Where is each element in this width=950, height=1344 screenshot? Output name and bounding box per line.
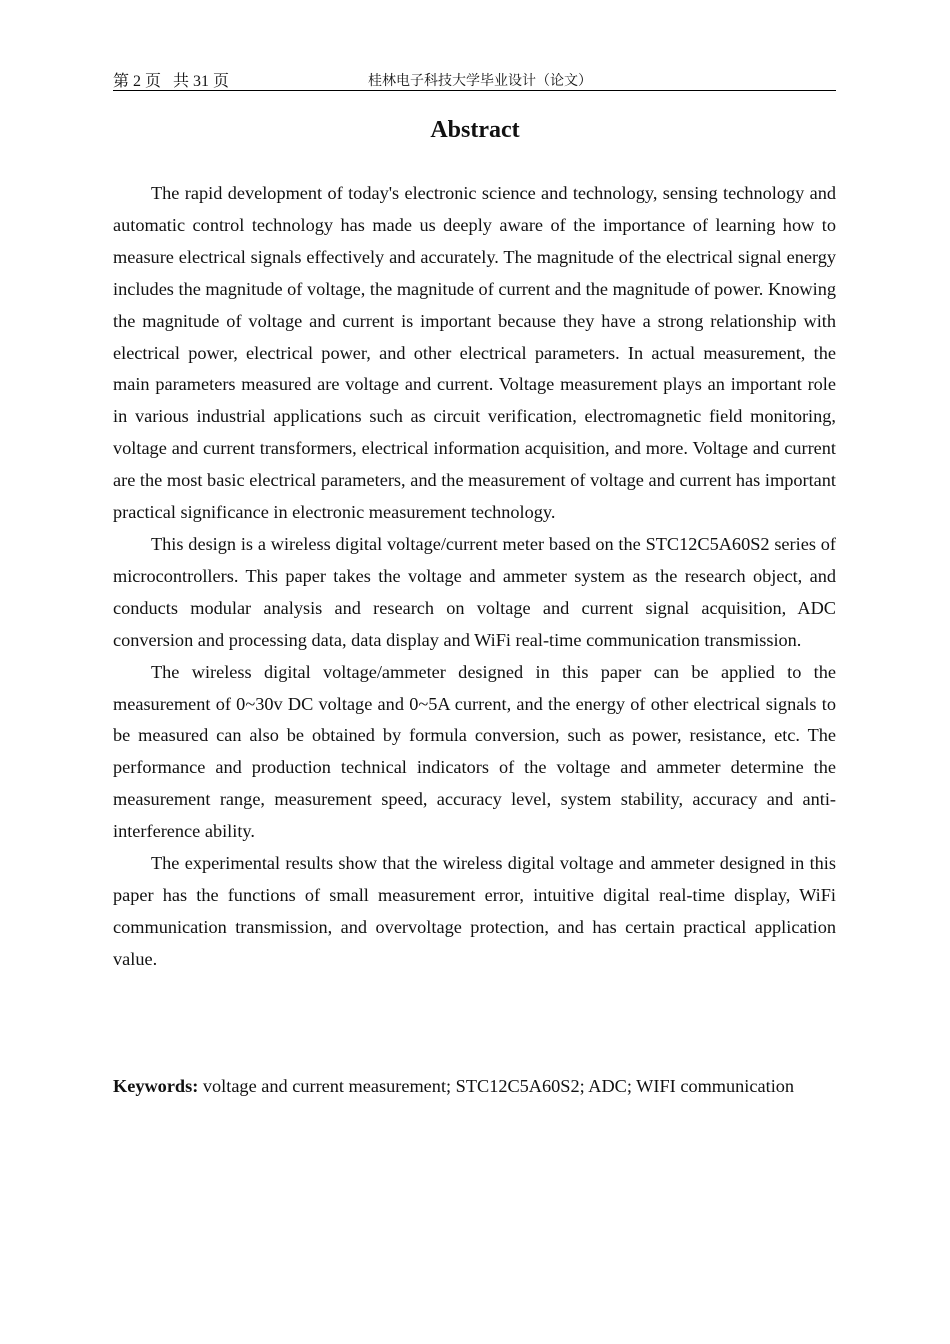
abstract-paragraph-4: The experimental results show that the wireless digital voltage and ammeter designed in this paper has the functions of small measurement error, intuitive digital real-time display, WiFi communication transmission, and overvoltage protection, and has certain practical application value. [113,853,836,969]
abstract-title: Abstract [430,117,520,143]
page-header [113,66,836,91]
keywords-label: Keywords: [113,1076,199,1096]
abstract-paragraph-1: The rapid development of today's electronic science and technology, sensing technology and automatic control technology has made us deeply aware of the importance of learning how to measure electrical signals effectively and accurately. The magnitude of the electrical signal energy includes the magnitude of voltage, the magnitude of current and the magnitude of power. Knowing the magnitude of voltage and current is important because they have a strong relationship with electrical power, electrical power, and other electrical parameters. In actual measurement, the main parameters measured are voltage and current. Voltage measurement plays an important role in various industrial applications such as circuit verification, electromagnetic field monitoring, voltage and current transformers, electrical information acquisition, and more. Voltage and current are the most basic electrical parameters, and the measurement of voltage and current has important practical significance in electronic measurement technology. [113,183,836,523]
abstract-paragraph-3: The wireless digital voltage/ammeter designed in this paper can be applied to the measurement of 0~30v DC voltage and 0~5A current, and the energy of other electrical signals to be measured can also be obtained by formula conversion, such as power, resistance, etc. The performance and production technical indicators of the voltage and ammeter determine the measurement range, measurement speed, accuracy level, system stability, accuracy and anti-interference ability. [113,661,836,842]
page-number: 第 2 页 共 31 页 [113,73,230,90]
abstract-body [113,178,836,976]
keywords-text: voltage and current measurement; STC12C5A60S2; ADC; WIFI communication [198,1076,795,1096]
keywords-line [113,1071,873,1103]
abstract-paragraph-2: This design is a wireless digital voltage/current meter based on the STC12C5A60S2 series of microcontrollers. This paper takes the voltage and ammeter system as the research object, and conducts modular analysis and research on voltage and current signal acquisition, ADC conversion and processing data, data display and WiFi real-time communication transmission. [113,533,836,650]
header-school-title: 桂林电子科技大学毕业设计（论文） [368,74,592,89]
